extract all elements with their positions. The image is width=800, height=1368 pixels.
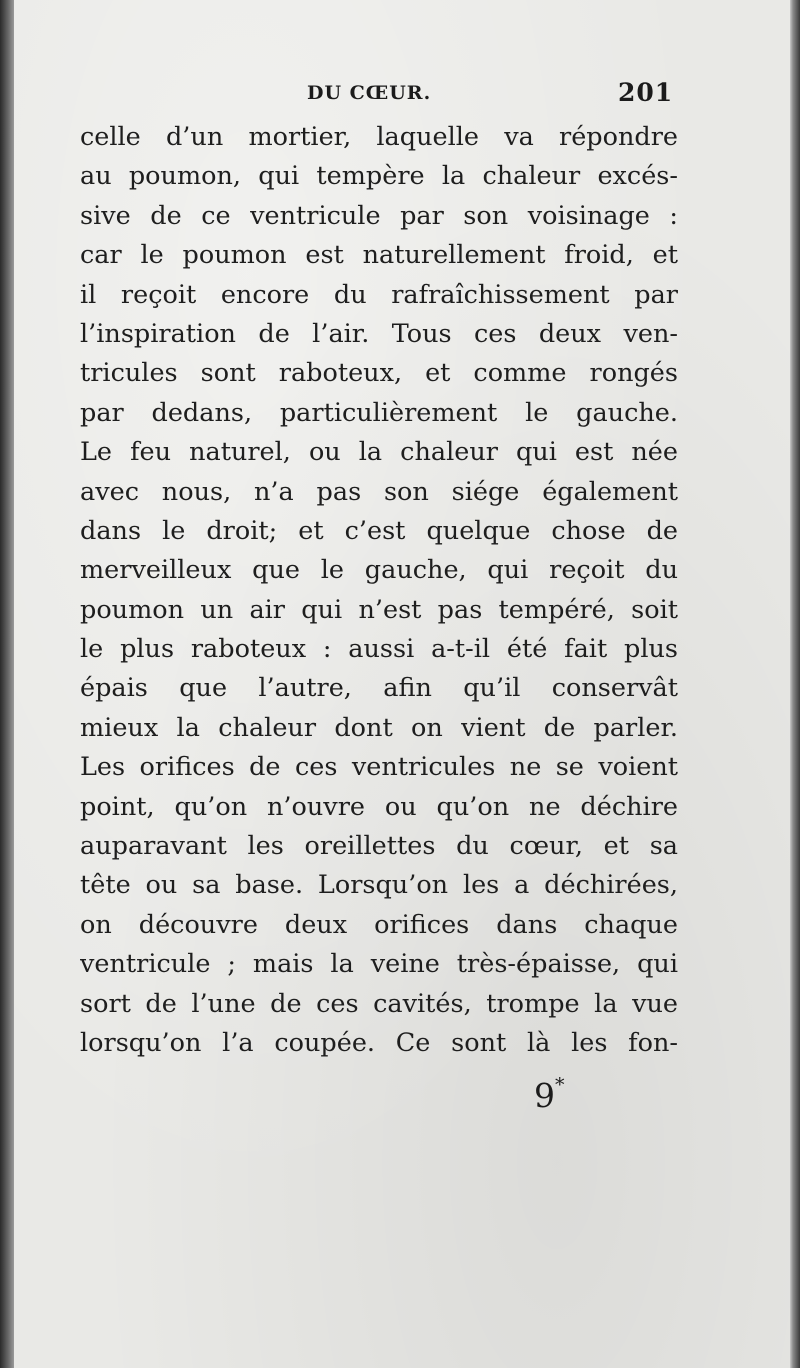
text-line: l’inspiration de l’air. Tous ces deux ven- bbox=[80, 318, 678, 349]
text-line: tricules sont raboteux, et comme rongés bbox=[80, 358, 678, 389]
book-page bbox=[14, 0, 790, 1368]
text-line: au poumon, qui tempère la chaleur excés- bbox=[80, 161, 678, 192]
text-line: Le feu naturel, ou la chaleur qui est née bbox=[80, 437, 678, 468]
text-line: le plus raboteux : aussi a-t-il été fait plus bbox=[80, 634, 678, 665]
text-line: car le poumon est naturellement froid, et bbox=[80, 240, 678, 271]
text-line: ventricule ; mais la veine très-épaisse, qui bbox=[80, 949, 678, 980]
text-line: point, qu’on n’ouvre ou qu’on ne déchire bbox=[80, 791, 678, 822]
text-line: celle d’un mortier, laquelle va répondre bbox=[80, 122, 678, 152]
text-line: auparavant les oreillettes du cœur, et sa bbox=[80, 831, 678, 862]
scan-edge-left bbox=[0, 0, 14, 1368]
signature-star: * bbox=[555, 1074, 565, 1096]
text-line: sive de ce ventricule par son voisinage : bbox=[80, 200, 678, 231]
text-line: Les orifices de ces ventricules ne se voient bbox=[80, 752, 678, 783]
text-line: épais que l’autre, afin qu’il conservât bbox=[80, 673, 678, 704]
text-line: avec nous, n’a pas son siége également bbox=[80, 476, 678, 507]
text-line: on découvre deux orifices dans chaque bbox=[80, 909, 678, 940]
signature-mark bbox=[534, 1076, 565, 1115]
text-line: merveilleux que le gauche, qui reçoit du bbox=[80, 555, 678, 586]
text-line: lorsqu’on l’a coupée. Ce sont là les fon- bbox=[80, 1027, 678, 1058]
text-line: mieux la chaleur dont on vient de parler. bbox=[80, 712, 678, 743]
scan-edge-right bbox=[790, 0, 800, 1368]
signature-number: 9 bbox=[534, 1076, 555, 1115]
text-line: dans le droit; et c’est quelque chose de bbox=[80, 515, 678, 546]
page-number: 201 bbox=[618, 78, 674, 107]
running-head bbox=[14, 78, 790, 112]
text-line: poumon un air qui n’est pas tempéré, soit bbox=[80, 594, 678, 625]
running-title: DU CŒUR. bbox=[307, 82, 432, 104]
text-line: tête ou sa base. Lorsqu’on les a déchirées, bbox=[80, 870, 678, 901]
text-line: il reçoit encore du rafraîchissement par bbox=[80, 279, 678, 310]
text-line: sort de l’une de ces cavités, trompe la vue bbox=[80, 988, 678, 1019]
text-line: par dedans, particulièrement le gauche. bbox=[80, 397, 678, 428]
body-text bbox=[80, 118, 678, 1063]
